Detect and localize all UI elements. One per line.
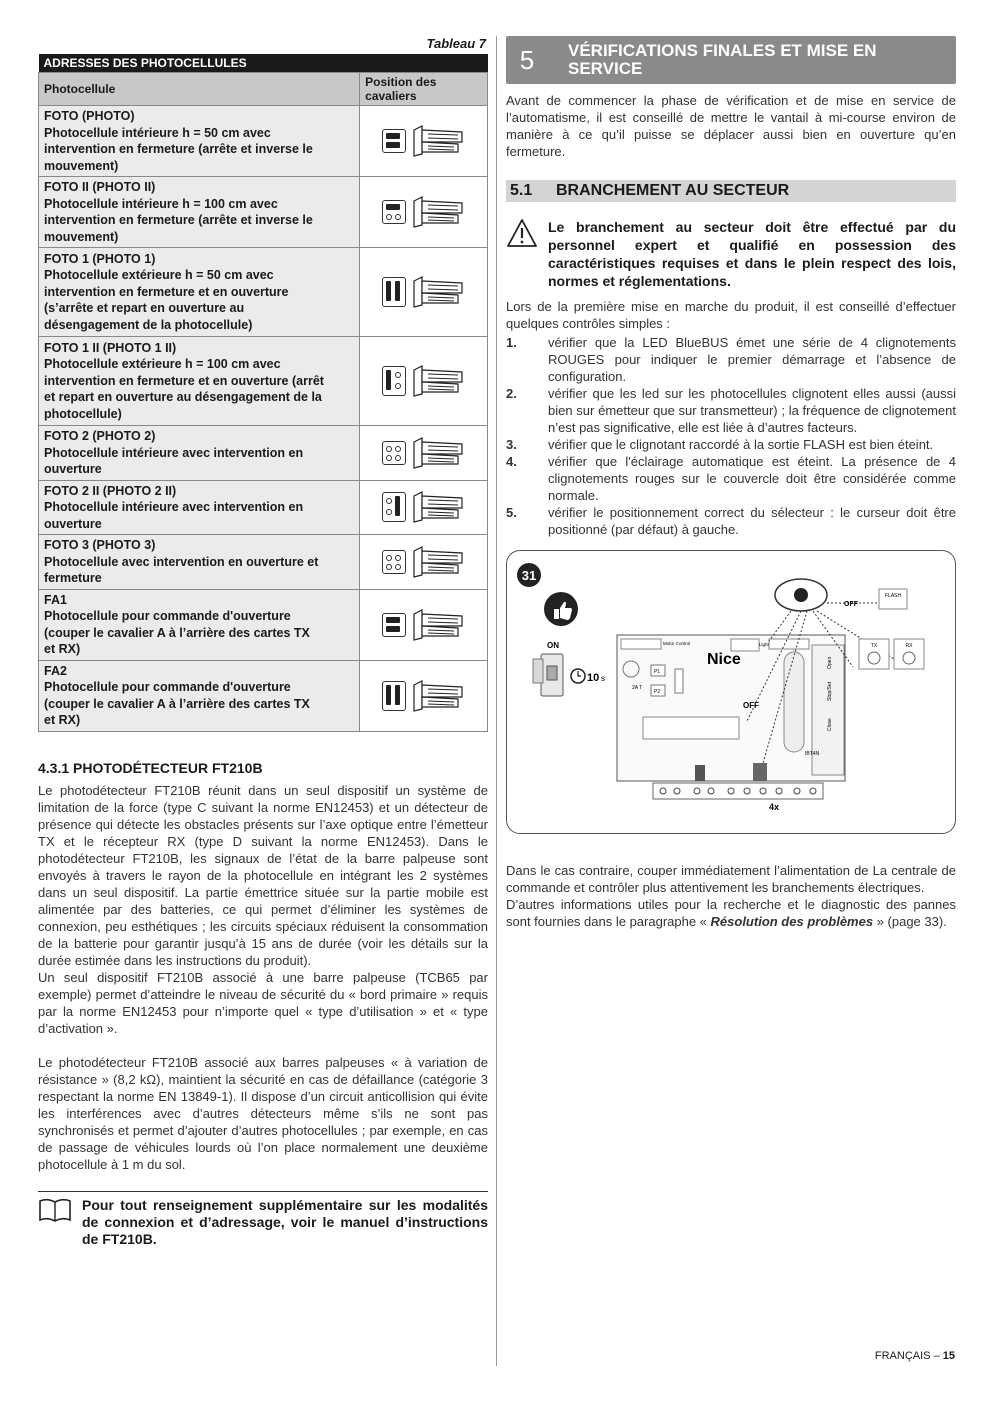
jumper-position [360,660,488,731]
jumper-connector-icon [412,679,466,713]
table-row [39,106,488,177]
footer-language: FRANÇAIS – [874,1350,943,1362]
jumper-position [360,535,488,590]
photocell-description-line: mouvement) [44,158,119,173]
photocell-description-line: (s’arrête et repart en ouverture au [44,301,245,316]
photocell-description-line: Photocellule extérieure h = 100 cm avec [44,357,281,372]
table-row [39,589,488,660]
jumper-position [360,480,488,535]
photocell-name: FOTO 1 II (PHOTO 1 II) [44,340,177,355]
photocell-description-line: Photocellule avec intervention en ouverture et [44,554,319,569]
jumper-diagram [382,613,406,637]
check-text: vérifier le positionnement correct du sélecteur : le curseur doit être positionné (par défaut) à gauche. [548,505,956,537]
jumper-diagram [382,681,406,711]
close-label: Close [827,718,833,731]
photocell-description-line: Photocellule intérieure avec intervention en [44,500,304,514]
photocell-address-table [38,54,488,732]
photocell-description-line: Photocellule intérieure h = 100 cm avec [44,196,278,211]
jumper-diagram [382,441,406,465]
photocell-description-line: et repart en ouverture au désengagement de la [44,390,322,405]
flash-off-label: OFF [844,601,858,608]
photocell-description-line: mouvement) [44,229,119,244]
photocell-description-line: intervention en fermeture (arrête et inverse le [44,142,313,156]
timer-icon [571,669,585,683]
check-number: 1. [506,335,517,350]
photocell-name: FOTO 2 II (PHOTO 2 II) [44,483,177,498]
left-column [38,36,488,1248]
brand-logo: Nice [707,651,741,668]
stop-label: Stop/Set [827,681,833,701]
photocell-description-line: et RX) [44,713,81,727]
check-item [506,504,956,538]
right-column [506,36,956,930]
table-row [39,480,488,535]
on-label: ON [547,641,559,650]
table-row [39,660,488,731]
manual-note [38,1191,488,1248]
photocell-description-line: Photocellule pour commande d'ouverture [44,609,291,623]
paragraph: Un seul dispositif FT210B associé à une barre palpeuse (TCB65 par exemple) permet d’atteindre le niveau de sécurité du « bord primaire » requis par la norme EN12453 pour n’importe quel « type d’utilisation » et « type d’activation ». [38,969,488,1036]
cross-reference-link[interactable]: Résolution des problèmes [710,914,874,929]
check-number: 3. [506,437,517,452]
time-value: 10 [587,672,600,684]
photocell-description [39,660,360,731]
check-item [506,385,956,436]
check-item [506,436,956,453]
jumper-connector-icon [412,608,466,642]
section-5-header [506,36,956,84]
photocell-description [39,535,360,590]
section-heading-4-3-1: 4.3.1 PHOTODÉTECTEUR FT210B [38,759,263,776]
photocell-name: FOTO (PHOTO) [44,109,135,123]
check-text: vérifier que la LED BlueBUS émet une série de 4 clignotements ROUGES pour indiquer le premier démarrage et l’absence de configuration. [548,335,956,384]
jumper-diagram [382,129,406,153]
warning-triangle-icon [506,218,538,290]
jumper-position [360,337,488,426]
photocell-description-line: (couper le cavalier A à l’arrière des cartes TX [44,625,310,640]
check-number: 4. [506,454,517,469]
terminal-block [653,783,823,799]
p2-label: P2 [654,689,661,695]
jumper-position [360,589,488,660]
photocell-description [39,106,360,177]
photocell-description-line: fermeture [44,571,102,585]
fuse-label: 2A T [632,685,643,691]
p1-label: P1 [654,669,661,675]
section-title-line: VÉRIFICATIONS FINALES ET MISE EN [568,41,877,60]
control-unit-illustration [507,551,956,833]
blink-count: 4x [769,802,780,812]
page-footer [875,1350,955,1362]
table-row [39,535,488,590]
jumper-connector-icon [412,275,466,309]
photocell-description-line: (couper le cavalier A à l’arrière des cartes TX [44,696,310,711]
checks-list [506,334,956,538]
jumper-diagram [382,550,406,574]
photocell-description [39,337,360,426]
photocell-description-line: intervention en fermeture et en ouverture (arrêt [44,373,324,388]
photocell-description-line: Photocellule intérieure avec intervention en [44,445,304,460]
section-number: 5.1 [510,182,533,199]
tx-label: TX [870,643,878,649]
book-icon [38,1197,72,1248]
note-text: Pour tout renseignement supplémentaire sur les modalités de connexion et d’adressage, voir le manuel d’instructions de FT210B. [82,1196,488,1247]
table-row [39,426,488,481]
table-title: ADRESSES DES PHOTOCELLULES [39,54,488,73]
off-label: OFF [743,701,759,710]
photocell-description [39,480,360,535]
photocell-description-line: intervention en fermeture (arrête et inverse le [44,213,313,227]
paragraph: Lors de la première mise en marche du produit, il est conseillé d’effectuer quelques contrôles simples : [506,299,956,331]
jumper-position [360,248,488,337]
rx-label: RX [905,643,913,649]
photocell-description [39,248,360,337]
ibt4n-label: IBT4N [805,751,820,757]
jumper-position [360,426,488,481]
check-text: vérifier que les led sur les photocellules clignotent elles aussi (aussi bien sur émetteur que sur transmetteur) ; la fréquence de clignotement n’est pas significative, elle est liée à d’autres facteurs. [548,386,956,435]
photocell-description-line: Photocellule extérieure h = 50 cm avec [44,268,274,283]
time-unit: s [601,674,605,683]
photocell-description-line: ouverture [44,462,102,476]
photocell-name: FOTO 2 (PHOTO 2) [44,429,156,443]
photocell-name: FA2 [44,663,67,678]
paragraph: Dans le cas contraire, couper immédiatement l’alimentation de La centrale de commande et contrôler plus attentivement les branchements électriques. [506,863,956,895]
jumper-connector-icon [412,124,466,158]
photocell-name: FOTO II (PHOTO II) [44,180,156,194]
page-number: 15 [942,1350,955,1362]
circuit-breaker-icon [533,654,563,696]
photocell-description [39,426,360,481]
jumper-connector-icon [412,490,466,524]
warning-block [506,218,956,290]
section-number: 5 [519,44,535,75]
jumper-position [360,106,488,177]
jumper-connector-icon [412,364,466,398]
photocell-name: FOTO 3 (PHOTO 3) [44,538,156,552]
jumper-position [360,177,488,248]
table-caption: Tableau 7 [426,36,486,51]
photocell-description-line: Photocellule pour commande d'ouverture [44,680,291,694]
section-title [548,42,877,78]
check-text: vérifier que le clignotant raccordé à la sortie FLASH est bien éteint. [548,437,934,452]
jumper-diagram [382,366,406,396]
paragraph: Le photodétecteur FT210B réunit dans un seul dispositif un système de limitation de la force (type C suivant la norme EN12453) et un détecteur de présence qui détecte les obstacles présents sur l’axe optique entre l’émetteur TX et le récepteur RX (type D suivant la norme EN12453). Dans le photodétecteur FT210B, les signaux de l’état de la barre palpeuse sont envoyés à travers le rayon de la photocellule en intégrant les 2 systèmes dans un seul dispositif. La partie émettrice située sur la partie mobile est alimentée par des batteries, ce qui permet d’éliminer les systèmes de connexion, peu esthétiques ; les circuits spéciaux réduisent la consommation de la batterie pour garantir jusqu’à 15 ans de durée (voir les détails sur la durée estimée dans les instructions du produit). [38,782,488,968]
section-title: BRANCHEMENT AU SECTEUR [556,182,790,199]
table-row [39,248,488,337]
flash-label: FLASH [885,593,902,599]
jumper-diagram [382,200,406,224]
paragraph: Le photodétecteur FT210B associé aux barres palpeuses « à variation de résistance » (8,2 kΩ), maintient la sécurité en cas de défaillance (catégorie 3 respectant la norme EN 13849-1). Il dispose d’un circuit anticollision qui évite les interférences avec d’autres détecteurs même s’ils ne sont pas synchronisés et permet d’ajouter d’autres photocellules ; par exemple, en cas de passage de véhicules lourds où l’on place normalement une deuxième photocellule à 1 m du sol. [38,1054,488,1172]
control-board [617,635,845,781]
jumper-connector-icon [412,436,466,470]
section-title-line: SERVICE [568,59,643,78]
col-header-photocell: Photocellule [39,73,360,106]
photocell-description-line: désengagement de la photocellule) [44,317,253,332]
photocell-description-line: et RX) [44,642,81,656]
figure-number: 31 [521,568,537,583]
photocell-description-line: intervention en fermeture et en ouverture [44,284,289,299]
jumper-diagram [382,492,406,522]
table-row [39,177,488,248]
open-label: Open [827,656,833,669]
figure-31 [506,550,956,834]
eye-icon [775,579,827,611]
column-divider [496,36,497,1366]
check-item [506,453,956,504]
photocell-description-line: photocellule) [44,406,122,421]
motor-label: Motor Control [663,641,691,646]
paragraph: Avant de commencer la phase de vérification et de mise en service de l’automatisme, il est conseillé de mettre le vantail à mi-course environ de manière à ce qu’il puisse se déplacer aussi bien en ouverture qu’en fermeture. [506,93,956,159]
jumper-diagram [382,277,406,307]
check-number: 2. [506,386,517,401]
paragraph [506,896,956,930]
section-5-1-header [506,180,956,202]
check-number: 5. [506,505,517,520]
jumper-connector-icon [412,195,466,229]
jumper-connector-icon [412,545,466,579]
table-row [39,337,488,426]
check-text: vérifier que l'éclairage automatique est éteint. La présence de 4 clignotements rouges sur le couvercle doit être considérée comme normale. [548,454,956,503]
photocell-description [39,589,360,660]
paragraph-text: D’autres informations utiles pour la recherche et le diagnostic des pannes sont fournies dans le paragraphe « [506,897,956,929]
paragraph-text: » (page 33). [873,914,947,929]
col-header-position: Position des cavaliers [360,73,488,106]
photocell-name: FA1 [44,592,67,607]
photocell-description-line: Photocellule intérieure h = 50 cm avec [44,125,271,140]
photocell-name: FOTO 1 (PHOTO 1) [44,251,156,266]
photocell-description [39,177,360,248]
photocell-description-line: ouverture [44,516,102,531]
light-label: Light [759,642,769,647]
warning-text: Le branchement au secteur doit être effectué par du personnel expert et qualifié en possession des caractéristiques requises et dans le plein respect des lois, normes et réglementations. [548,219,956,289]
check-item [506,334,956,385]
